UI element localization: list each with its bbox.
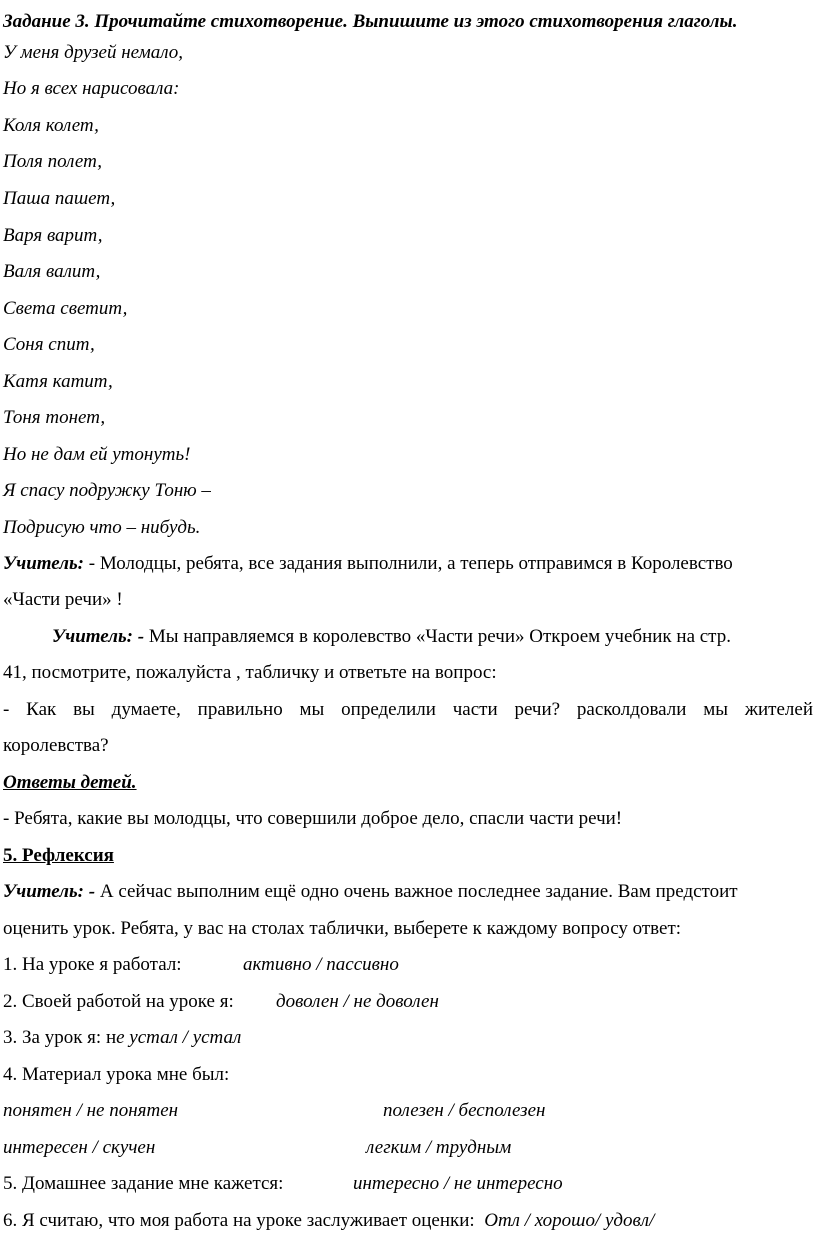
poem-line-1: У меня друзей немало, xyxy=(3,42,184,63)
teacher-remark-text: Мы направляемся в королевство «Части речи» Откроем учебник на стр. xyxy=(144,626,731,647)
reflection-option: полезен / бесполезен xyxy=(383,1100,546,1121)
poem-line-2: Но я всех нарисовала: xyxy=(3,78,180,99)
reflection-option: интересен / скучен xyxy=(3,1137,156,1158)
teacher-remark-3-cont: оценить урок. Ребята, у вас на столах таблички, выберете к каждому вопросу ответ: xyxy=(3,918,682,939)
poem-line-12: Но не дам ей утонуть! xyxy=(3,444,191,465)
reflection-question: 3. За урок я: н xyxy=(3,1027,117,1048)
question-line-1 xyxy=(3,698,813,722)
reflection-item-6 xyxy=(3,1209,654,1233)
reflection-item-4-options-a xyxy=(3,1099,545,1123)
speaker-label: Учитель: xyxy=(3,553,85,574)
section-heading: 5. Рефлексия xyxy=(3,845,114,866)
reflection-answer: интересно / не интересно xyxy=(353,1173,563,1194)
speaker-label: Учитель: - xyxy=(52,626,145,647)
teacher-remark-3 xyxy=(3,880,738,904)
reflection-item-3 xyxy=(3,1026,241,1050)
question-line-2: королевства? xyxy=(3,735,109,756)
task-title: Задание 3. Прочитайте стихотворение. Выпишите из этого стихотворения глаголы. xyxy=(3,11,738,32)
reflection-answer: е устал / устал xyxy=(116,1027,242,1048)
reflection-item-5 xyxy=(3,1172,563,1196)
teacher-remark-1-cont: «Части речи» ! xyxy=(3,589,123,610)
reflection-question: 2. Своей работой на уроке я: xyxy=(3,991,234,1012)
reflection-answer: доволен / не доволен xyxy=(276,991,439,1012)
poem-line-14: Подрисую что – нибудь. xyxy=(3,517,201,538)
poem-line-7: Валя валит, xyxy=(3,261,101,282)
teacher-remark-text: - Молодцы, ребята, все задания выполнили, а теперь отправимся в Королевство xyxy=(84,553,733,574)
poem-line-6: Варя варит, xyxy=(3,225,103,246)
teacher-remark-1 xyxy=(3,552,733,576)
reflection-option: понятен / не понятен xyxy=(3,1100,179,1121)
poem-line-10: Катя катит, xyxy=(3,371,113,392)
teacher-remark-2-cont: 41, посмотрите, пожалуйста , табличку и ответьте на вопрос: xyxy=(3,662,497,683)
reflection-question: 1. На уроке я работал: xyxy=(3,954,182,975)
answers-label: Ответы детей. xyxy=(3,772,137,793)
poem-line-9: Соня спит, xyxy=(3,334,95,355)
poem-line-13: Я спасу подружку Тоню – xyxy=(3,480,211,501)
reflection-answer: Отл / хорошо/ удовл/ xyxy=(484,1210,655,1231)
speaker-label: Учитель: - xyxy=(3,881,96,902)
poem-line-11: Тоня тонет, xyxy=(3,407,106,428)
praise-line: - Ребята, какие вы молодцы, что совершили доброе дело, спасли части речи! xyxy=(3,808,623,829)
reflection-item-1 xyxy=(3,953,399,977)
teacher-remark-2 xyxy=(52,625,731,649)
teacher-remark-text: А сейчас выполним ещё одно очень важное последнее задание. Вам предстоит xyxy=(95,881,738,902)
reflection-option: легким / трудным xyxy=(366,1137,512,1158)
poem-line-5: Паша пашет, xyxy=(3,188,116,209)
reflection-answer: активно / пассивно xyxy=(243,954,399,975)
reflection-item-4-options-b xyxy=(3,1136,511,1160)
reflection-question: 5. Домашнее задание мне кажется: xyxy=(3,1173,284,1194)
poem-line-4: Поля полет, xyxy=(3,151,103,172)
poem-line-3: Коля колет, xyxy=(3,115,99,136)
poem-line-8: Света светит, xyxy=(3,298,128,319)
reflection-item-4: 4. Материал урока мне был: xyxy=(3,1064,230,1085)
question-text: - Как вы думаете, правильно мы определили части речи? расколдовали мы жителей xyxy=(3,699,813,720)
reflection-question: 6. Я считаю, что моя работа на уроке заслуживает оценки: xyxy=(3,1210,475,1231)
reflection-item-2 xyxy=(3,990,439,1014)
